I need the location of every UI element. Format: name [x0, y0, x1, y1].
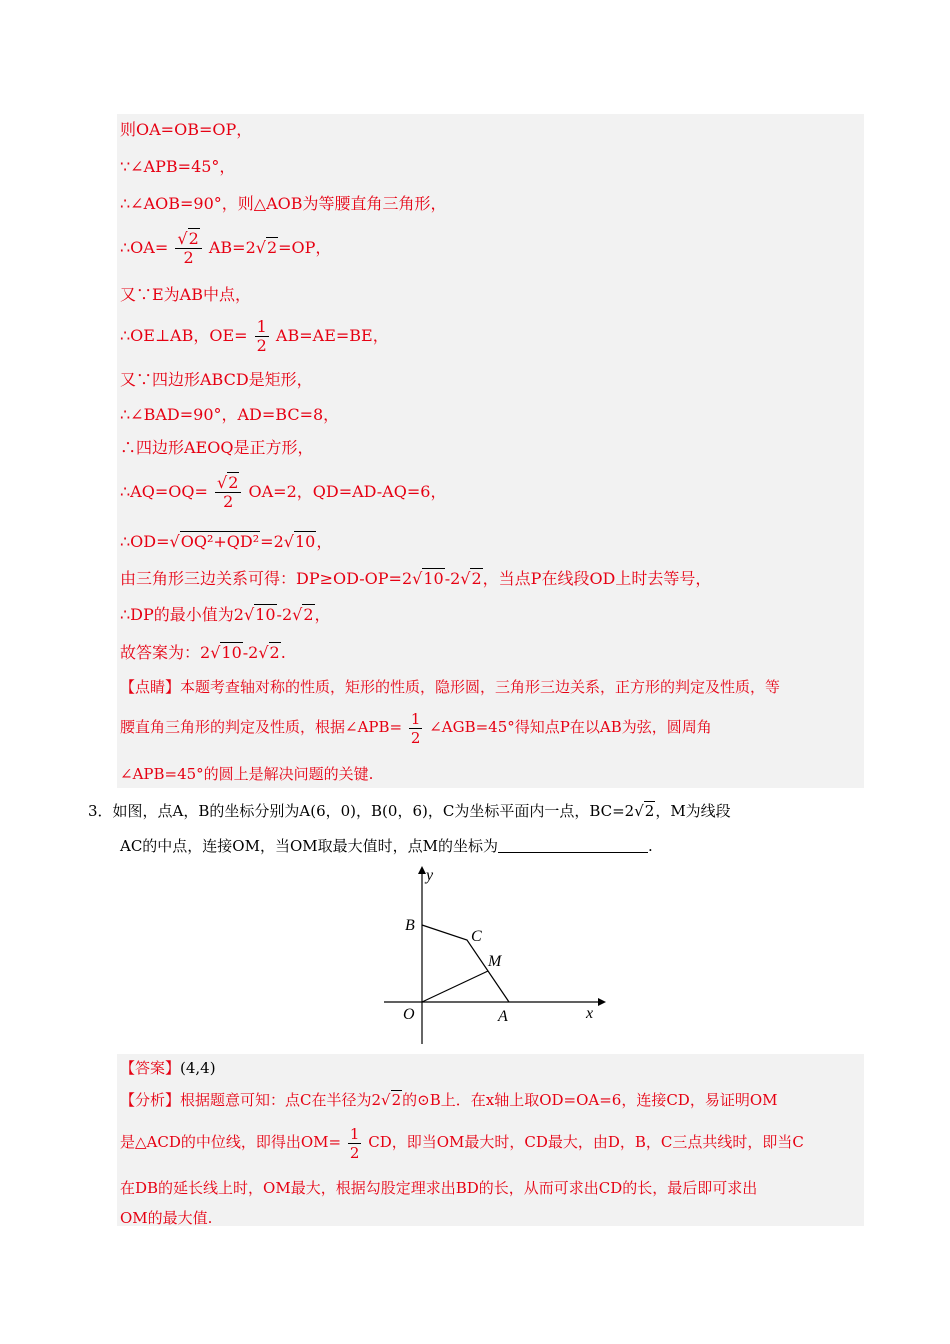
solution-line-3: ∴∠AOB=90°，则△AOB为等腰直角三角形，	[120, 194, 447, 213]
fraction-half-c: $\frac{1}{2}$	[349, 1124, 360, 1162]
solution-line-5: 又∵E为AB中点，	[120, 285, 251, 304]
question-3	[88, 800, 731, 856]
label-c: C	[471, 928, 482, 945]
analysis-line-3: 在DB的延长线上时，OM最大，根据勾股定理求出BD的长，从而可求出CD的长，最后即可求出	[120, 1179, 758, 1197]
comment-line-1: 【点睛】本题考查轴对称的性质，矩形的性质，隐形圆，三角形三边关系，正方形的判定及性质，等	[120, 678, 781, 696]
solution-line-9: ∴四边形AEOQ是正方形，	[120, 438, 314, 457]
solution-line-13: ∴DP的最小值为2√10-2√2，	[120, 605, 331, 624]
solution-line-8: ∴∠BAD=90°，AD=BC=8，	[120, 405, 340, 424]
coordinate-figure	[380, 862, 610, 1047]
solution-line-7: 又∵四边形ABCD是矩形，	[120, 370, 313, 389]
solution-line-1: 则OA=OB=OP，	[120, 120, 253, 139]
solution-line-14: 故答案为：2√10-2√2.	[120, 643, 286, 662]
x-axis-arrow	[598, 998, 606, 1006]
fraction-root2-over-2-b: $\frac{√2}{2}$	[215, 474, 241, 511]
comment-line-2: 腰直角三角形的判定及性质，根据∠APB= $\frac{1}{2}$ ∠AGB=45°得知点P在以AB为弦，圆周角	[120, 709, 712, 747]
question-line-2: AC的中点，连接OM，当OM取最大值时，点M的坐标为 .	[120, 837, 653, 855]
solution-line-12: 由三角形三边关系可得：DP≥OD-OP=2√10-2√2，当点P在线段OD上时去等号，	[120, 569, 712, 588]
y-axis-arrow	[418, 866, 426, 874]
solution-line-4: ∴OA= $\frac{√2}{2}$ AB=2√2=OP，	[120, 229, 332, 267]
answer-line: 【答案】(4,4)	[120, 1059, 216, 1077]
question-line-1: 3．如图，点A，B的坐标分别为A(6，0)，B(0，6)，C为坐标平面内一点，BC=2√2，M为线段	[88, 802, 731, 820]
label-b: B	[405, 917, 415, 934]
analysis-line-2: 是△ACD的中位线，即得出OM= $\frac{1}{2}$ CD，即当OM最大时，CD最大，由D，B，C三点共线时，即当C	[120, 1124, 804, 1162]
solution-line-11: ∴OD=√OQ²+QD²=2√10，	[120, 532, 333, 551]
solution-line-2: ∵∠APB=45°，	[120, 157, 236, 176]
answer-blank	[498, 836, 648, 853]
fraction-half-b: $\frac{1}{2}$	[410, 709, 421, 747]
analysis-line-4: OM的最大值.	[120, 1209, 213, 1227]
fraction-half: $\frac{1}{2}$	[256, 317, 267, 355]
solution-line-10: ∴AQ=OQ= $\frac{√2}{2}$ OA=2，QD=AD-AQ=6，	[120, 473, 447, 511]
comment-line-3: ∠APB=45°的圆上是解决问题的关键.	[120, 765, 374, 783]
segment-om	[422, 971, 488, 1002]
label-m: M	[488, 953, 502, 970]
analysis-line-1: 【分析】根据题意可知：点C在半径为2√2的⊙B上．在x轴上取OD=OA=6，连接CD，易证明OM	[120, 1091, 778, 1109]
solution-line-6: ∴OE⊥AB，OE= $\frac{1}{2}$ AB=AE=BE，	[120, 317, 389, 355]
label-x: x	[586, 1005, 594, 1022]
label-y: y	[426, 867, 434, 884]
label-o: O	[403, 1006, 415, 1023]
label-a: A	[498, 1008, 508, 1025]
fraction-root2-over-2: $\frac{√2}{2}$	[175, 230, 201, 267]
